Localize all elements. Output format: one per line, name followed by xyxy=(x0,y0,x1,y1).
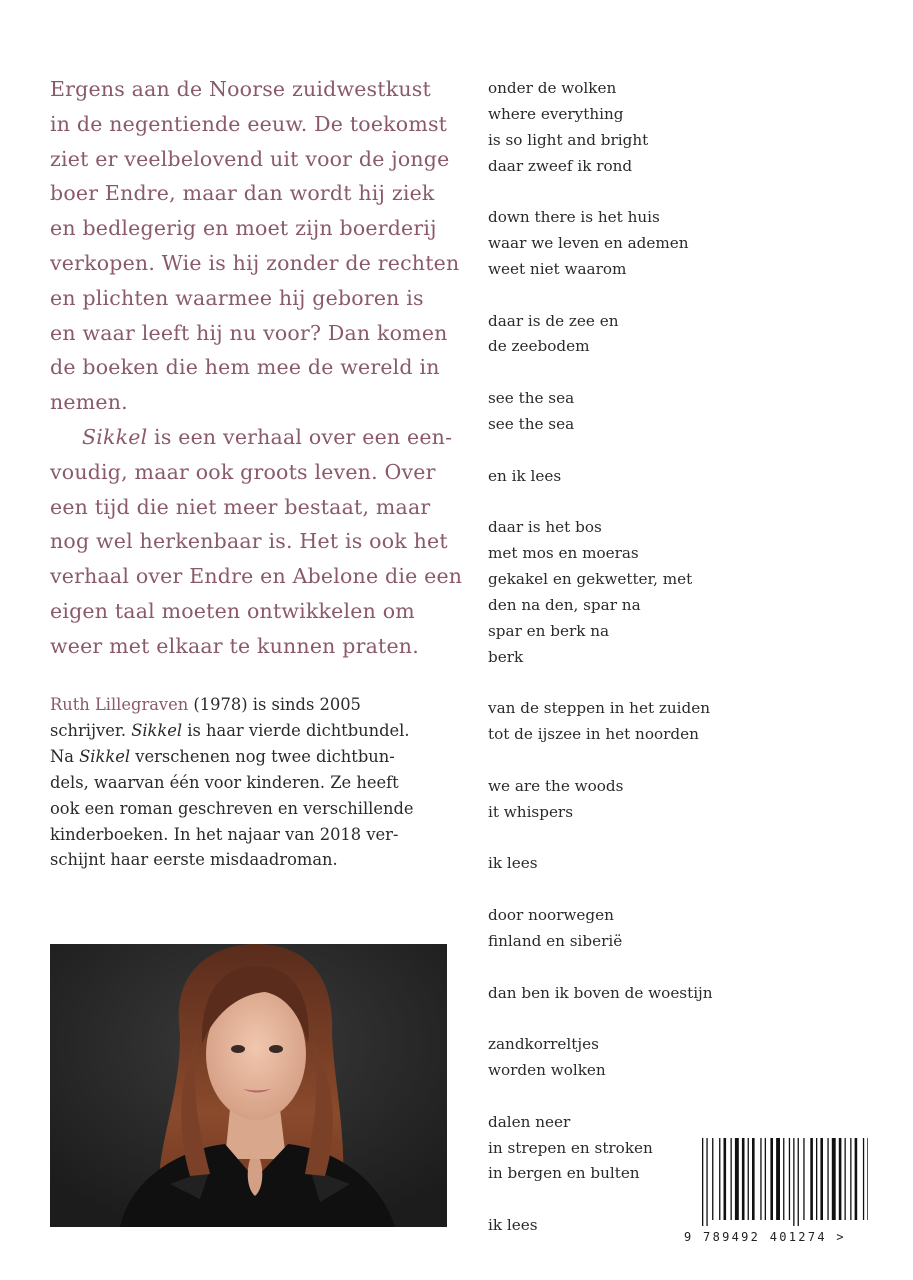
bio-text: verschenen nog twee dichtbun- xyxy=(130,746,395,766)
barcode-bar xyxy=(765,1138,766,1220)
poem-line: dalen neer xyxy=(488,1112,571,1131)
blurb-line: eigen taal moeten ontwikkelen om xyxy=(50,598,415,623)
blurb-line: boer Endre, maar dan wordt hij ziek xyxy=(50,181,435,206)
blurb-line: Ergens aan de Noorse zuidwestkust xyxy=(50,77,431,101)
poem-stanza xyxy=(488,309,788,361)
barcode-bar xyxy=(719,1138,720,1220)
poem-line: is so light and bright xyxy=(488,130,649,149)
barcode-bar xyxy=(867,1138,868,1220)
poem-line: den na den, spar na xyxy=(488,595,641,614)
barcode-bar xyxy=(735,1138,739,1220)
poem-line: dan ben ik boven de woestijn xyxy=(488,983,713,1002)
poem-line: ik lees xyxy=(488,854,538,873)
poem-line: tot de ijszee in het noorden xyxy=(488,725,699,744)
poem-stanza xyxy=(488,696,788,748)
poem-excerpt xyxy=(488,76,788,1265)
blurb-paragraph-1 xyxy=(50,72,460,420)
barcode-bar xyxy=(742,1138,745,1220)
isbn-number: 9 789492 401274 > xyxy=(684,1230,846,1244)
poem-line: waar we leven en ademen xyxy=(488,234,689,253)
blurb-paragraph-2-continued xyxy=(50,455,463,664)
blurb-line: en bedlegerig en moet zijn boerderij xyxy=(50,216,437,241)
barcode-bar xyxy=(789,1138,790,1220)
bio-text: schrijver. xyxy=(50,720,132,740)
barcode-bar xyxy=(760,1138,761,1220)
barcode-bar xyxy=(798,1138,799,1226)
barcode-bar xyxy=(706,1138,707,1226)
poem-line: met mos en moeras xyxy=(488,544,639,563)
book-title: Sikkel xyxy=(82,424,148,449)
blurb-line: en plichten waarmee hij geboren is xyxy=(50,285,424,310)
poem-line: see the sea xyxy=(488,389,575,408)
blurb-line: een tijd die niet meer bestaat, maar xyxy=(50,494,431,519)
poem-stanza xyxy=(488,386,788,438)
poem-line: gekakel en gekwetter, met xyxy=(488,570,693,589)
barcode-bar xyxy=(724,1138,727,1220)
barcode-bar xyxy=(702,1138,703,1226)
barcode-bar xyxy=(783,1138,784,1220)
back-cover-blurb xyxy=(50,72,463,664)
poem-line: en ik lees xyxy=(488,466,562,485)
barcode-bar xyxy=(793,1138,794,1226)
barcode-bar xyxy=(816,1138,817,1220)
poem-line: in bergen en bulten xyxy=(488,1164,640,1183)
bio-line: schijnt haar eerste misdaadroman. xyxy=(50,850,338,870)
isbn-barcode xyxy=(684,1138,868,1244)
poem-line: in strepen en stroken xyxy=(488,1138,653,1157)
barcode-bar xyxy=(850,1138,851,1220)
barcode-bar xyxy=(731,1138,732,1220)
poem-line: ik lees xyxy=(488,1216,538,1235)
barcode-bar xyxy=(863,1138,864,1220)
bio-line xyxy=(50,718,450,744)
author-bio xyxy=(50,692,450,873)
poem-stanza xyxy=(488,981,788,1007)
barcode-bar xyxy=(770,1138,773,1220)
blurb-paragraph-2 xyxy=(50,420,453,455)
bio-text: is haar vierde dichtbundel. xyxy=(182,720,410,740)
poem-line: daar zweef ik rond xyxy=(488,156,633,175)
poem-line: daar is de zee en xyxy=(488,311,619,330)
barcode-bar xyxy=(827,1138,828,1220)
poem-line: de zeebodem xyxy=(488,337,590,356)
barcode-bar xyxy=(748,1138,749,1220)
poem-stanza xyxy=(488,774,788,826)
poem-stanza xyxy=(488,515,788,670)
blurb-line: weer met elkaar te kunnen praten. xyxy=(50,633,419,658)
poem-line: zandkorreltjes xyxy=(488,1035,599,1054)
poem-line: we are the woods xyxy=(488,776,624,795)
barcode-bar xyxy=(712,1138,713,1220)
poem-stanza xyxy=(488,851,788,877)
bio-text: Na xyxy=(50,746,80,766)
poem-line: berk xyxy=(488,647,524,666)
blurb-line: voudig, maar ook groots leven. Over xyxy=(50,459,436,484)
barcode-bar xyxy=(752,1138,755,1220)
poem-line: see the sea xyxy=(488,414,575,433)
poem-line: finland en siberië xyxy=(488,931,623,950)
bio-line xyxy=(50,692,450,718)
blurb-line: verhaal over Endre en Abelone die een xyxy=(50,564,463,589)
book-title: Sikkel xyxy=(79,746,131,766)
blurb-text: is een verhaal over een een- xyxy=(147,424,453,449)
poem-line: door noorwegen xyxy=(488,906,614,924)
barcode-bar xyxy=(845,1138,846,1220)
poem-stanza xyxy=(488,464,788,490)
poem-line: weet niet waarom xyxy=(488,259,627,278)
barcode-bar xyxy=(803,1138,804,1220)
blurb-line: ziet er veelbelovend uit voor de jonge xyxy=(50,146,450,171)
poem-stanza xyxy=(488,76,788,179)
poem-line: van de steppen in het zuiden xyxy=(488,699,711,718)
poem-line: down there is het huis xyxy=(488,208,660,227)
poem-stanza xyxy=(488,205,788,283)
poem-line: worden wolken xyxy=(488,1061,606,1080)
author-name: Ruth Lillegraven xyxy=(50,695,189,714)
poem-stanza xyxy=(488,903,788,955)
bio-text: (1978) is sinds 2005 xyxy=(188,695,361,714)
blurb-line: in de negentiende eeuw. De toekomst xyxy=(50,111,448,136)
barcode-bar xyxy=(832,1138,836,1220)
author-photo xyxy=(50,944,447,1227)
poem-line: onder de wolken xyxy=(488,79,617,97)
barcode-bar xyxy=(810,1138,813,1220)
barcode-bars xyxy=(684,1138,868,1226)
bio-line: dels, waarvan één voor kinderen. Ze heeft xyxy=(50,772,399,792)
author-portrait-illustration xyxy=(50,944,447,1227)
bio-line xyxy=(50,744,450,770)
barcode-bar xyxy=(855,1138,858,1220)
barcode-bar xyxy=(776,1138,780,1220)
blurb-line: en waar leeft hij nu voor? Dan komen xyxy=(50,320,448,345)
blurb-line: de boeken die hem mee de wereld in xyxy=(50,355,440,380)
bio-line: ook een roman geschreven en verschillende xyxy=(50,798,414,818)
poem-line: daar is het bos xyxy=(488,518,602,537)
barcode-bar xyxy=(839,1138,842,1220)
poem-line: spar en berk na xyxy=(488,621,610,640)
poem-line: where everything xyxy=(488,104,624,123)
barcode-bar xyxy=(820,1138,823,1220)
book-title: Sikkel xyxy=(131,720,183,740)
blurb-line: nemen. xyxy=(50,390,128,415)
blurb-line: nog wel herkenbaar is. Het is ook het xyxy=(50,529,448,554)
poem-line: it whispers xyxy=(488,802,573,821)
poem-stanza xyxy=(488,1032,788,1084)
blurb-line xyxy=(50,420,453,455)
blurb-line: verkopen. Wie is hij zonder de rechten xyxy=(50,250,460,275)
bio-line: kinderboeken. In het najaar van 2018 ver- xyxy=(50,824,399,844)
